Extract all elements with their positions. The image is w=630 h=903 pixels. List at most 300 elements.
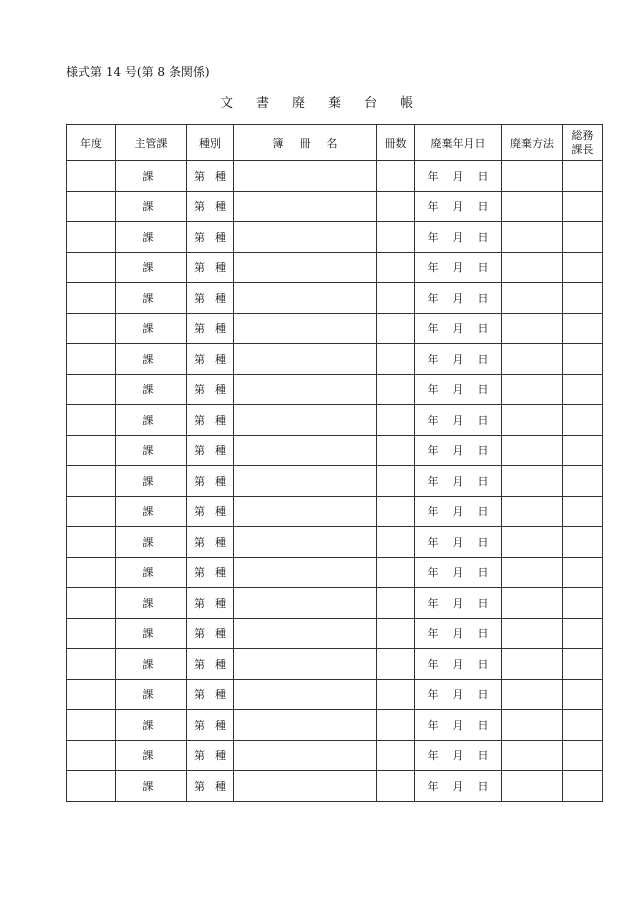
cell-dept[interactable] — [116, 679, 187, 710]
dept-suffix: 課 — [142, 657, 154, 671]
header-row — [67, 125, 603, 161]
cell-dept[interactable] — [116, 618, 187, 649]
cell-volume-name[interactable] — [234, 344, 377, 375]
cell-dept[interactable] — [116, 649, 187, 680]
type-prefix: 第 — [194, 230, 205, 244]
cell-dept[interactable] — [116, 344, 187, 375]
cell-method[interactable] — [502, 771, 563, 802]
date-year: 年 — [427, 566, 439, 580]
cell-method[interactable] — [502, 222, 563, 253]
cell-count[interactable] — [377, 527, 415, 558]
cell-chief-seal[interactable] — [563, 771, 603, 802]
dept-suffix: 課 — [142, 169, 154, 183]
table-row — [67, 374, 603, 405]
date-day: 日 — [477, 474, 489, 488]
cell-volume-name[interactable] — [234, 679, 377, 710]
table-row — [67, 283, 603, 314]
cell-count[interactable] — [377, 618, 415, 649]
cell-volume-name[interactable] — [234, 222, 377, 253]
cell-chief-seal[interactable] — [563, 161, 603, 192]
cell-dept[interactable] — [116, 374, 187, 405]
date-month: 月 — [452, 230, 464, 244]
dept-suffix: 課 — [142, 413, 154, 427]
cell-method[interactable] — [502, 527, 563, 558]
cell-disposal-date[interactable] — [415, 374, 502, 405]
date-day: 日 — [477, 779, 489, 793]
type-prefix: 第 — [194, 291, 205, 305]
title-char: 棄 — [328, 96, 342, 111]
date-year: 年 — [427, 322, 439, 336]
cell-volume-name[interactable] — [234, 161, 377, 192]
dept-suffix: 課 — [142, 474, 154, 488]
header-method: 廃棄方法 — [502, 125, 563, 161]
date-year: 年 — [427, 261, 439, 275]
cell-disposal-date[interactable] — [415, 740, 502, 771]
cell-count[interactable] — [377, 222, 415, 253]
cell-method[interactable] — [502, 283, 563, 314]
cell-volume-name[interactable] — [234, 191, 377, 222]
cell-year[interactable] — [67, 283, 116, 314]
cell-chief-seal[interactable] — [563, 710, 603, 741]
type-suffix: 種 — [215, 444, 226, 458]
type-suffix: 種 — [215, 352, 226, 366]
cell-count[interactable] — [377, 191, 415, 222]
cell-disposal-date[interactable] — [415, 679, 502, 710]
cell-volume-name[interactable] — [234, 374, 377, 405]
cell-chief-seal[interactable] — [563, 283, 603, 314]
form-number-label: 様式第 14 号(第 8 条関係) — [66, 65, 210, 79]
dept-suffix: 課 — [142, 291, 154, 305]
cell-year[interactable] — [67, 618, 116, 649]
cell-type[interactable] — [187, 588, 234, 619]
date-month: 月 — [452, 627, 464, 641]
date-day: 日 — [477, 535, 489, 549]
cell-volume-name[interactable] — [234, 649, 377, 680]
cell-chief-seal[interactable] — [563, 618, 603, 649]
date-month: 月 — [452, 261, 464, 275]
date-year: 年 — [427, 474, 439, 488]
cell-volume-name[interactable] — [234, 496, 377, 527]
date-month: 月 — [452, 505, 464, 519]
cell-disposal-date[interactable] — [415, 222, 502, 253]
cell-year[interactable] — [67, 405, 116, 436]
dept-suffix: 課 — [142, 505, 154, 519]
document-title — [220, 92, 436, 111]
cell-year[interactable] — [67, 496, 116, 527]
title-char: 文 — [220, 96, 234, 111]
cell-year[interactable] — [67, 191, 116, 222]
cell-count[interactable] — [377, 557, 415, 588]
cell-type[interactable] — [187, 252, 234, 283]
table-row — [67, 313, 603, 344]
disposal-ledger-table — [66, 124, 603, 802]
date-year: 年 — [427, 352, 439, 366]
type-prefix: 第 — [194, 505, 205, 519]
cell-chief-seal[interactable] — [563, 374, 603, 405]
cell-year[interactable] — [67, 161, 116, 192]
cell-method[interactable] — [502, 344, 563, 375]
cell-chief-seal[interactable] — [563, 496, 603, 527]
date-month: 月 — [452, 352, 464, 366]
cell-chief-seal[interactable] — [563, 466, 603, 497]
date-month: 月 — [452, 474, 464, 488]
cell-year[interactable] — [67, 710, 116, 741]
cell-disposal-date[interactable] — [415, 466, 502, 497]
dept-suffix: 課 — [142, 627, 154, 641]
date-month: 月 — [452, 657, 464, 671]
cell-volume-name[interactable] — [234, 313, 377, 344]
cell-count[interactable] — [377, 740, 415, 771]
dept-suffix: 課 — [142, 200, 154, 214]
type-prefix: 第 — [194, 169, 205, 183]
date-day: 日 — [477, 352, 489, 366]
table-row — [67, 527, 603, 558]
cell-type[interactable] — [187, 222, 234, 253]
table-row — [67, 679, 603, 710]
cell-year[interactable] — [67, 649, 116, 680]
cell-volume-name[interactable] — [234, 710, 377, 741]
cell-count[interactable] — [377, 283, 415, 314]
date-year: 年 — [427, 505, 439, 519]
header-disposal-date: 廃棄年月日 — [415, 125, 502, 161]
date-day: 日 — [477, 230, 489, 244]
cell-volume-name[interactable] — [234, 466, 377, 497]
cell-chief-seal[interactable] — [563, 405, 603, 436]
cell-type[interactable] — [187, 313, 234, 344]
cell-disposal-date[interactable] — [415, 191, 502, 222]
cell-count[interactable] — [377, 496, 415, 527]
cell-disposal-date[interactable] — [415, 588, 502, 619]
date-month: 月 — [452, 566, 464, 580]
table-row — [67, 557, 603, 588]
cell-disposal-date[interactable] — [415, 527, 502, 558]
cell-dept[interactable] — [116, 588, 187, 619]
cell-type[interactable] — [187, 649, 234, 680]
cell-chief-seal[interactable] — [563, 252, 603, 283]
date-month: 月 — [452, 779, 464, 793]
header-dept: 主管課 — [116, 125, 187, 161]
cell-volume-name[interactable] — [234, 618, 377, 649]
cell-method[interactable] — [502, 557, 563, 588]
cell-method[interactable] — [502, 618, 563, 649]
cell-volume-name[interactable] — [234, 771, 377, 802]
type-suffix: 種 — [215, 566, 226, 580]
cell-method[interactable] — [502, 161, 563, 192]
date-month: 月 — [452, 200, 464, 214]
cell-dept[interactable] — [116, 313, 187, 344]
cell-year[interactable] — [67, 557, 116, 588]
date-day: 日 — [477, 261, 489, 275]
cell-count[interactable] — [377, 435, 415, 466]
date-day: 日 — [477, 566, 489, 580]
cell-disposal-date[interactable] — [415, 496, 502, 527]
date-month: 月 — [452, 169, 464, 183]
type-suffix: 種 — [215, 688, 226, 702]
cell-disposal-date[interactable] — [415, 710, 502, 741]
cell-count[interactable] — [377, 252, 415, 283]
cell-type[interactable] — [187, 283, 234, 314]
cell-dept[interactable] — [116, 252, 187, 283]
cell-volume-name[interactable] — [234, 527, 377, 558]
cell-method[interactable] — [502, 588, 563, 619]
cell-chief-seal[interactable] — [563, 679, 603, 710]
cell-dept[interactable] — [116, 466, 187, 497]
cell-method[interactable] — [502, 496, 563, 527]
cell-type[interactable] — [187, 679, 234, 710]
type-prefix: 第 — [194, 383, 205, 397]
date-month: 月 — [452, 444, 464, 458]
date-year: 年 — [427, 688, 439, 702]
date-month: 月 — [452, 291, 464, 305]
cell-method[interactable] — [502, 710, 563, 741]
cell-type[interactable] — [187, 740, 234, 771]
cell-method[interactable] — [502, 679, 563, 710]
date-year: 年 — [427, 535, 439, 549]
cell-method[interactable] — [502, 466, 563, 497]
type-prefix: 第 — [194, 261, 205, 275]
date-year: 年 — [427, 779, 439, 793]
cell-disposal-date[interactable] — [415, 252, 502, 283]
date-day: 日 — [477, 169, 489, 183]
type-prefix: 第 — [194, 779, 205, 793]
dept-suffix: 課 — [142, 444, 154, 458]
date-day: 日 — [477, 383, 489, 397]
cell-chief-seal[interactable] — [563, 313, 603, 344]
title-char: 書 — [256, 96, 270, 111]
cell-type[interactable] — [187, 771, 234, 802]
cell-volume-name[interactable] — [234, 252, 377, 283]
type-suffix: 種 — [215, 261, 226, 275]
cell-dept[interactable] — [116, 557, 187, 588]
cell-disposal-date[interactable] — [415, 344, 502, 375]
table-row — [67, 161, 603, 192]
cell-type[interactable] — [187, 435, 234, 466]
cell-count[interactable] — [377, 374, 415, 405]
table-row — [67, 344, 603, 375]
cell-type[interactable] — [187, 618, 234, 649]
header-volume-name — [234, 125, 377, 161]
cell-dept[interactable] — [116, 283, 187, 314]
cell-type[interactable] — [187, 374, 234, 405]
title-char: 帳 — [400, 96, 414, 111]
cell-count[interactable] — [377, 649, 415, 680]
cell-year[interactable] — [67, 252, 116, 283]
cell-chief-seal[interactable] — [563, 222, 603, 253]
date-day: 日 — [477, 596, 489, 610]
header-general-affairs-chief — [563, 125, 603, 161]
cell-method[interactable] — [502, 435, 563, 466]
cell-disposal-date[interactable] — [415, 771, 502, 802]
cell-count[interactable] — [377, 313, 415, 344]
dept-suffix: 課 — [142, 230, 154, 244]
dept-suffix: 課 — [142, 535, 154, 549]
cell-year[interactable] — [67, 527, 116, 558]
table-row — [67, 740, 603, 771]
cell-method[interactable] — [502, 191, 563, 222]
table-row — [67, 771, 603, 802]
cell-volume-name[interactable] — [234, 740, 377, 771]
cell-dept[interactable] — [116, 496, 187, 527]
date-year: 年 — [427, 718, 439, 732]
date-day: 日 — [477, 444, 489, 458]
dept-suffix: 課 — [142, 566, 154, 580]
cell-chief-seal[interactable] — [563, 344, 603, 375]
cell-dept[interactable] — [116, 161, 187, 192]
cell-type[interactable] — [187, 344, 234, 375]
table-row — [67, 496, 603, 527]
cell-volume-name[interactable] — [234, 435, 377, 466]
cell-volume-name[interactable] — [234, 405, 377, 436]
cell-count[interactable] — [377, 405, 415, 436]
dept-suffix: 課 — [142, 352, 154, 366]
cell-disposal-date[interactable] — [415, 405, 502, 436]
cell-dept[interactable] — [116, 435, 187, 466]
dept-suffix: 課 — [142, 688, 154, 702]
cell-dept[interactable] — [116, 405, 187, 436]
cell-type[interactable] — [187, 527, 234, 558]
cell-disposal-date[interactable] — [415, 283, 502, 314]
date-month: 月 — [452, 688, 464, 702]
cell-count[interactable] — [377, 588, 415, 619]
cell-year[interactable] — [67, 313, 116, 344]
type-suffix: 種 — [215, 200, 226, 214]
cell-type[interactable] — [187, 161, 234, 192]
header-year: 年度 — [67, 125, 116, 161]
header-volume-name-char: 冊 — [299, 136, 311, 150]
date-year: 年 — [427, 291, 439, 305]
date-year: 年 — [427, 749, 439, 763]
type-prefix: 第 — [194, 352, 205, 366]
cell-year[interactable] — [67, 771, 116, 802]
date-year: 年 — [427, 444, 439, 458]
date-month: 月 — [452, 718, 464, 732]
cell-count[interactable] — [377, 710, 415, 741]
type-prefix: 第 — [194, 657, 205, 671]
cell-dept[interactable] — [116, 222, 187, 253]
type-prefix: 第 — [194, 444, 205, 458]
cell-year[interactable] — [67, 222, 116, 253]
cell-chief-seal[interactable] — [563, 649, 603, 680]
type-suffix: 種 — [215, 230, 226, 244]
cell-type[interactable] — [187, 496, 234, 527]
header-count: 冊数 — [377, 125, 415, 161]
cell-count[interactable] — [377, 771, 415, 802]
table-row — [67, 252, 603, 283]
title-char: 廃 — [292, 96, 306, 111]
cell-method[interactable] — [502, 252, 563, 283]
cell-year[interactable] — [67, 466, 116, 497]
date-year: 年 — [427, 169, 439, 183]
type-suffix: 種 — [215, 779, 226, 793]
cell-year[interactable] — [67, 679, 116, 710]
cell-disposal-date[interactable] — [415, 313, 502, 344]
cell-year[interactable] — [67, 374, 116, 405]
date-day: 日 — [477, 291, 489, 305]
cell-chief-seal[interactable] — [563, 588, 603, 619]
cell-chief-seal[interactable] — [563, 557, 603, 588]
cell-dept[interactable] — [116, 740, 187, 771]
table-row — [67, 466, 603, 497]
dept-suffix: 課 — [142, 779, 154, 793]
type-suffix: 種 — [215, 169, 226, 183]
table-row — [67, 191, 603, 222]
type-suffix: 種 — [215, 535, 226, 549]
type-suffix: 種 — [215, 322, 226, 336]
cell-dept[interactable] — [116, 771, 187, 802]
table-row — [67, 649, 603, 680]
type-suffix: 種 — [215, 718, 226, 732]
cell-volume-name[interactable] — [234, 283, 377, 314]
cell-method[interactable] — [502, 740, 563, 771]
type-prefix: 第 — [194, 474, 205, 488]
cell-method[interactable] — [502, 405, 563, 436]
cell-dept[interactable] — [116, 527, 187, 558]
cell-dept[interactable] — [116, 710, 187, 741]
cell-year[interactable] — [67, 435, 116, 466]
date-year: 年 — [427, 383, 439, 397]
type-prefix: 第 — [194, 322, 205, 336]
type-prefix: 第 — [194, 566, 205, 580]
cell-dept[interactable] — [116, 191, 187, 222]
cell-chief-seal[interactable] — [563, 740, 603, 771]
type-prefix: 第 — [194, 413, 205, 427]
type-prefix: 第 — [194, 627, 205, 641]
cell-type[interactable] — [187, 466, 234, 497]
date-month: 月 — [452, 322, 464, 336]
cell-disposal-date[interactable] — [415, 161, 502, 192]
cell-type[interactable] — [187, 191, 234, 222]
cell-chief-seal[interactable] — [563, 435, 603, 466]
date-month: 月 — [452, 596, 464, 610]
cell-volume-name[interactable] — [234, 588, 377, 619]
cell-disposal-date[interactable] — [415, 618, 502, 649]
cell-year[interactable] — [67, 588, 116, 619]
title-char: 台 — [364, 96, 378, 111]
cell-type[interactable] — [187, 405, 234, 436]
dept-suffix: 課 — [142, 596, 154, 610]
date-day: 日 — [477, 718, 489, 732]
cell-chief-seal[interactable] — [563, 191, 603, 222]
cell-disposal-date[interactable] — [415, 435, 502, 466]
cell-type[interactable] — [187, 557, 234, 588]
date-day: 日 — [477, 657, 489, 671]
table-row — [67, 222, 603, 253]
cell-disposal-date[interactable] — [415, 557, 502, 588]
cell-disposal-date[interactable] — [415, 649, 502, 680]
cell-count[interactable] — [377, 466, 415, 497]
type-suffix: 種 — [215, 596, 226, 610]
cell-type[interactable] — [187, 710, 234, 741]
table-row — [67, 710, 603, 741]
cell-method[interactable] — [502, 313, 563, 344]
dept-suffix: 課 — [142, 383, 154, 397]
cell-method[interactable] — [502, 649, 563, 680]
cell-count[interactable] — [377, 679, 415, 710]
date-day: 日 — [477, 505, 489, 519]
cell-volume-name[interactable] — [234, 557, 377, 588]
type-prefix: 第 — [194, 688, 205, 702]
cell-count[interactable] — [377, 344, 415, 375]
cell-chief-seal[interactable] — [563, 527, 603, 558]
cell-count[interactable] — [377, 161, 415, 192]
cell-year[interactable] — [67, 344, 116, 375]
date-year: 年 — [427, 200, 439, 214]
cell-method[interactable] — [502, 374, 563, 405]
date-month: 月 — [452, 383, 464, 397]
date-day: 日 — [477, 413, 489, 427]
type-suffix: 種 — [215, 413, 226, 427]
cell-year[interactable] — [67, 740, 116, 771]
